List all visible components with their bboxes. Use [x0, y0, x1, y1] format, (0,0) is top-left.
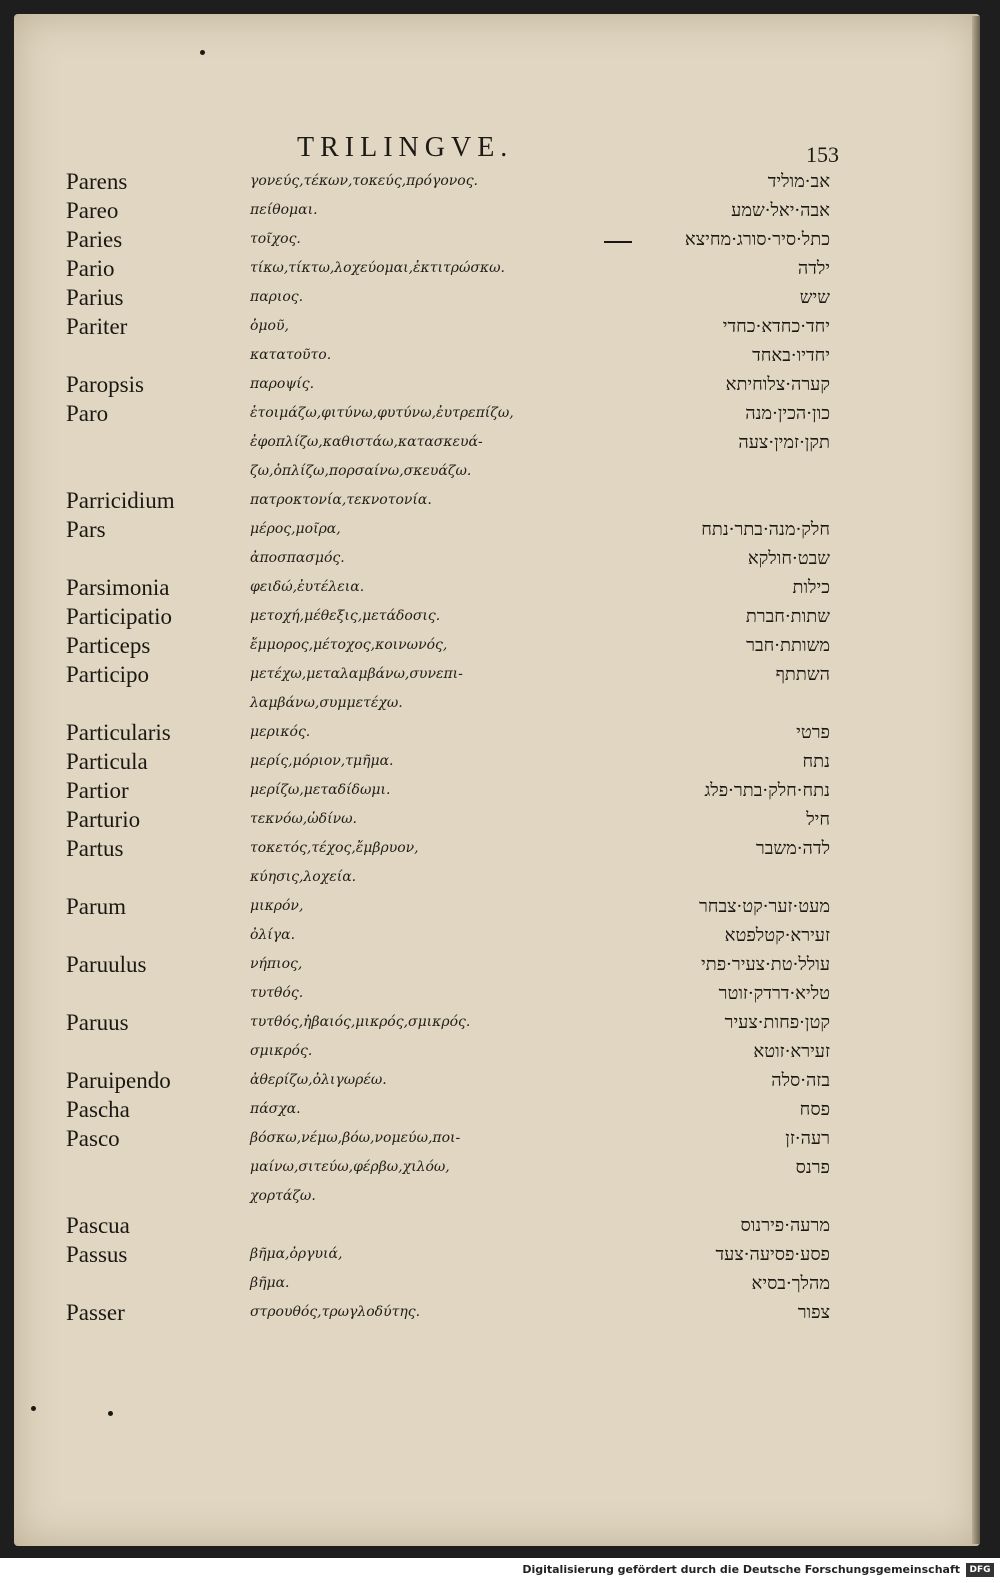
entry-row — [14, 778, 980, 806]
entry-row — [14, 517, 980, 545]
entry-row — [14, 256, 980, 284]
greek-gloss: τοκετός,τέχος,ἔμβρυον, — [250, 840, 419, 856]
latin-headword: Passer — [66, 1300, 125, 1325]
greek-gloss: ἐφοπλίζω,καθιστάω,κατασκευά- — [250, 434, 483, 450]
greek-gloss: ἑτοιμάζω,φιτύνω,φυτύνω,ἐυτρεπίζω, — [250, 405, 514, 421]
entry-row — [14, 604, 980, 632]
page-number: 153 — [806, 142, 839, 167]
greek-gloss: σμικρός. — [250, 1043, 313, 1059]
latin-headword: Partior — [66, 778, 129, 803]
entry-row — [14, 894, 980, 922]
latin-headword: Paropsis — [66, 372, 144, 397]
greek-gloss: ἀποσπασμός. — [250, 550, 345, 566]
greek-gloss: μικρόν, — [250, 898, 304, 914]
hebrew-gloss: נתח — [802, 751, 830, 772]
latin-headword: Paries — [66, 227, 123, 252]
greek-gloss: κύησις,λοχεία. — [250, 869, 357, 885]
entry-row — [14, 662, 980, 690]
greek-gloss: βῆμα,ὀργυιά, — [250, 1246, 343, 1262]
entry-row — [14, 459, 980, 487]
hebrew-gloss: לדה·משבר — [755, 838, 830, 859]
greek-gloss: βῆμα. — [250, 1275, 290, 1291]
entry-row — [14, 1097, 980, 1125]
latin-headword: Paro — [66, 401, 109, 426]
greek-gloss: τίκω,τίκτω,λοχεύομαι,ἐκτιτρώσκω. — [250, 260, 505, 276]
greek-gloss: μερίζω,μεταδίδωμι. — [250, 782, 391, 798]
greek-gloss: τυτθός. — [250, 985, 304, 1001]
latin-headword: Paruulus — [66, 952, 147, 977]
hebrew-gloss: רעה·זן — [785, 1128, 830, 1149]
hebrew-gloss: צפור — [797, 1302, 830, 1323]
latin-headword: Pario — [66, 256, 115, 281]
latin-headword: Partus — [66, 836, 124, 861]
ink-speck — [31, 1406, 36, 1411]
entry-row — [14, 691, 980, 719]
hebrew-gloss: שבט·חולקא — [747, 548, 830, 569]
latin-headword: Pascha — [66, 1097, 130, 1122]
entry-row — [14, 285, 980, 313]
entry-row — [14, 749, 980, 777]
entry-row — [14, 546, 980, 574]
greek-gloss: κατατοῦτο. — [250, 347, 332, 363]
hebrew-gloss: משותת·חבר — [746, 635, 830, 656]
latin-headword: Parens — [66, 169, 128, 194]
hebrew-gloss: נתח·חלק·בתר·פלג — [704, 780, 830, 801]
greek-gloss: παριος. — [250, 289, 304, 305]
entry-row — [14, 488, 980, 516]
entry-row — [14, 1068, 980, 1096]
latin-headword: Parsimonia — [66, 575, 170, 600]
entry-row — [14, 865, 980, 893]
greek-gloss: μετέχω,μεταλαμβάνω,συνεπι- — [250, 666, 463, 682]
latin-headword: Parius — [66, 285, 124, 310]
dfg-logo: DFG — [966, 1563, 994, 1577]
latin-headword: Parum — [66, 894, 127, 919]
hebrew-gloss: מרעה·פירנוס — [740, 1215, 830, 1236]
entry-row — [14, 836, 980, 864]
footer-credit: Digitalisierung gefördert durch die Deutsche Forschungsgemeinschaft — [522, 1563, 960, 1576]
hebrew-gloss: פסח — [799, 1099, 830, 1120]
hebrew-gloss: קערה·צלוחיתא — [725, 374, 830, 395]
hebrew-gloss: יחדיו·באחד — [752, 345, 830, 366]
greek-gloss: μαίνω,σιτεύω,φέρβω,χιλόω, — [250, 1159, 450, 1175]
entry-row — [14, 401, 980, 429]
hebrew-gloss: זעירא·קטלפטא — [724, 925, 830, 946]
entry-row — [14, 1271, 980, 1299]
latin-headword: Passus — [66, 1242, 128, 1267]
greek-gloss: μερίς,μόριον,τμῆμα. — [250, 753, 394, 769]
latin-headword: Particula — [66, 749, 148, 774]
latin-headword: Pars — [66, 517, 106, 542]
latin-headword: Participatio — [66, 604, 173, 629]
latin-headword: Participo — [66, 662, 150, 687]
entry-row — [14, 1010, 980, 1038]
entry-row — [14, 952, 980, 980]
latin-headword: Parricidium — [66, 488, 175, 513]
entry-row — [14, 1039, 980, 1067]
latin-headword: Pariter — [66, 314, 128, 339]
ink-speck — [200, 50, 205, 55]
hebrew-gloss: חלק·מנה·בתר·נתח — [701, 519, 830, 540]
greek-gloss: πατροκτονία,τεκνοτονία. — [250, 492, 432, 508]
entry-row — [14, 633, 980, 661]
page-edge — [972, 16, 980, 1544]
entry-row — [14, 198, 980, 226]
greek-gloss: τοῖχος. — [250, 231, 301, 247]
entry-row — [14, 343, 980, 371]
latin-headword: Pasco — [66, 1126, 120, 1151]
hebrew-gloss: תקן·זמין·צעה — [738, 432, 830, 453]
latin-headword: Particeps — [66, 633, 151, 658]
hebrew-gloss: חיל — [806, 809, 830, 830]
entry-row — [14, 720, 980, 748]
greek-gloss: ἀθερίζω,ὀλιγωρέω. — [250, 1072, 387, 1088]
entry-row — [14, 430, 980, 458]
entry-row — [14, 227, 980, 255]
latin-headword: Parturio — [66, 807, 141, 832]
latin-headword: Pareo — [66, 198, 119, 223]
entry-row — [14, 1184, 980, 1212]
running-head: TRILINGVE. — [297, 132, 514, 163]
entry-row — [14, 575, 980, 603]
greek-gloss: ὀλίγα. — [250, 927, 296, 943]
hebrew-gloss: ילדה — [797, 258, 830, 279]
latin-headword: Paruipendo — [66, 1068, 171, 1093]
entry-row — [14, 372, 980, 400]
line-dash — [604, 241, 632, 243]
greek-gloss: στρουθός,τρωγλοδύτης. — [250, 1304, 421, 1320]
greek-gloss: φειδώ,ἐυτέλεια. — [250, 579, 365, 595]
hebrew-gloss: פסע·פסיעה·צעד — [715, 1244, 830, 1265]
entry-row — [14, 1155, 980, 1183]
latin-headword: Particularis — [66, 720, 171, 745]
entry-row — [14, 981, 980, 1009]
greek-gloss: γονεύς,τέκων,τοκεύς,πρόγονος. — [250, 173, 478, 189]
footer-bar — [0, 1558, 1000, 1583]
entry-row — [14, 1242, 980, 1270]
hebrew-gloss: השתתף — [775, 664, 830, 685]
greek-gloss: ἔμμορος,μέτοχος,κοινωνός, — [250, 637, 448, 653]
ink-speck — [108, 1411, 113, 1416]
hebrew-gloss: עולל·טת·צעיר·פתי — [701, 954, 830, 975]
greek-gloss: μέρος,μοῖρα, — [250, 521, 341, 537]
hebrew-gloss: אב·מוליד — [767, 171, 830, 192]
entry-row — [14, 169, 980, 197]
hebrew-gloss: כון·הכין·מנה — [745, 403, 830, 424]
latin-headword: Pascua — [66, 1213, 130, 1238]
greek-gloss: χορτάζω. — [250, 1188, 316, 1204]
greek-gloss: ὁμοῦ, — [250, 318, 289, 334]
hebrew-gloss: כתל·סיר·סורג·מחיצא — [684, 229, 830, 250]
hebrew-gloss: שתות·חברת — [745, 606, 830, 627]
entry-row — [14, 1213, 980, 1241]
hebrew-gloss: יחד·כחדא·כחדי — [722, 316, 830, 337]
greek-gloss: πάσχα. — [250, 1101, 301, 1117]
greek-gloss: τεκνόω,ὠδίνω. — [250, 811, 357, 827]
greek-gloss: τυτθός,ἠβαιός,μικρός,σμικρός. — [250, 1014, 471, 1030]
greek-gloss: νήπιος, — [250, 956, 303, 972]
greek-gloss: ζω,ὁπλίζω,πορσαίνω,σκευάζω. — [250, 463, 472, 479]
hebrew-gloss: פרנס — [795, 1157, 830, 1178]
hebrew-gloss: שיש — [799, 287, 830, 308]
greek-gloss: λαμβάνω,συμμετέχω. — [250, 695, 403, 711]
latin-headword: Paruus — [66, 1010, 129, 1035]
hebrew-gloss: פרטי — [796, 722, 830, 743]
hebrew-gloss: מהלך·בסיא — [751, 1273, 830, 1294]
entry-row — [14, 1300, 980, 1328]
entry-row — [14, 923, 980, 951]
entry-row — [14, 1126, 980, 1154]
hebrew-gloss: קטן·פחות·צעיר — [724, 1012, 830, 1033]
entry-row — [14, 807, 980, 835]
greek-gloss: πείθομαι. — [250, 202, 318, 218]
hebrew-gloss: טליא·דרדק·זוטר — [718, 983, 830, 1004]
hebrew-gloss: זעירא·זוטא — [753, 1041, 830, 1062]
greek-gloss: μετοχή,μέθεξις,μετάδοσις. — [250, 608, 441, 624]
greek-gloss: βόσκω,νέμω,βόω,νομεύω,ποι- — [250, 1130, 461, 1146]
hebrew-gloss: מעט·זער·קט·צבחר — [698, 896, 830, 917]
book-page — [14, 14, 980, 1546]
greek-gloss: μερικός. — [250, 724, 311, 740]
entry-row — [14, 314, 980, 342]
hebrew-gloss: בזה·סלה — [771, 1070, 830, 1091]
hebrew-gloss: כילות — [792, 577, 830, 598]
greek-gloss: παροψίς. — [250, 376, 315, 392]
hebrew-gloss: אבה·יאל·שמע — [731, 200, 830, 221]
